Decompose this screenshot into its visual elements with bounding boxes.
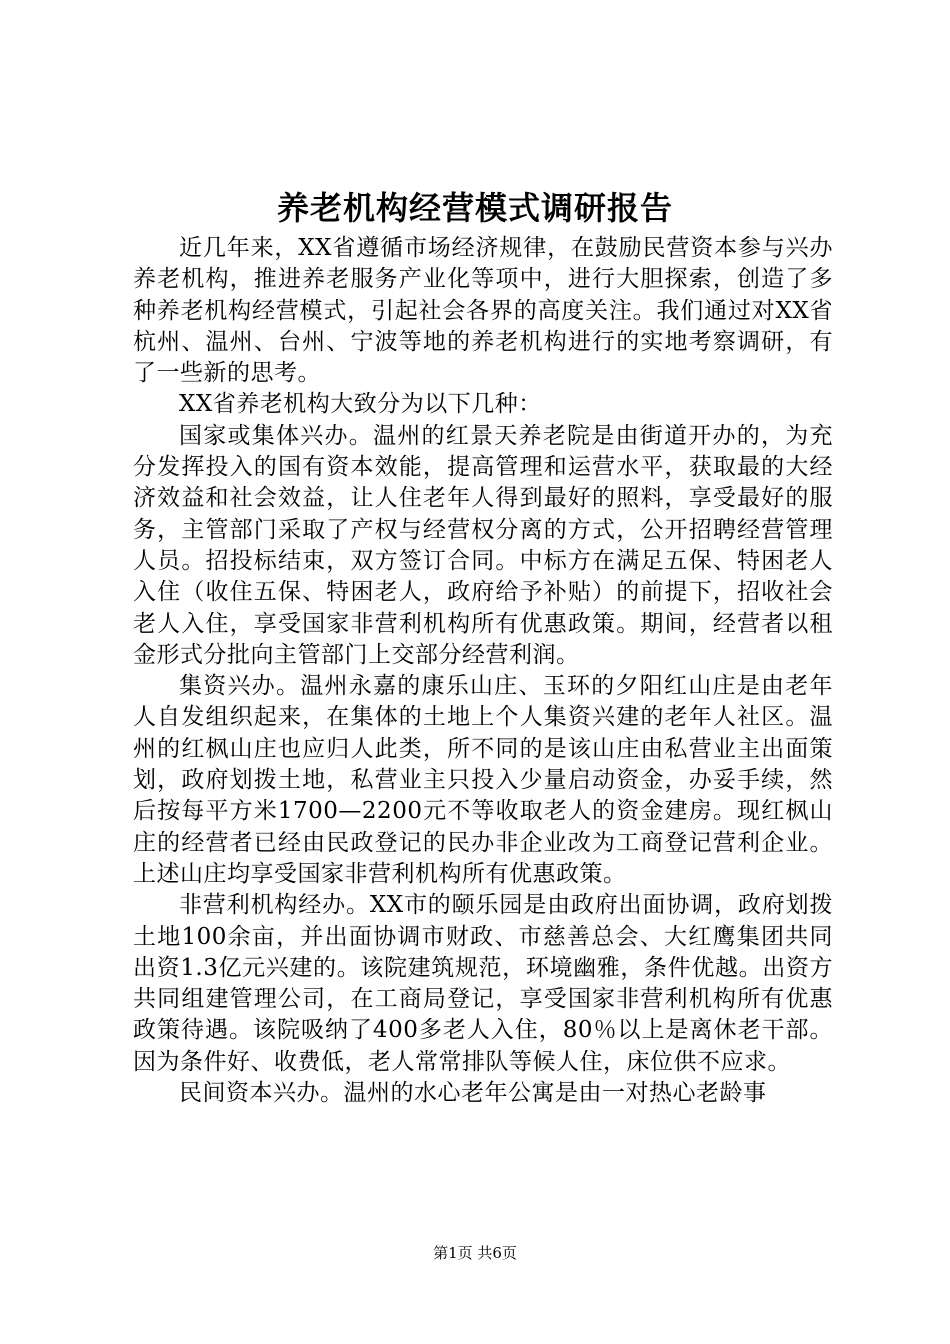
- paragraph-private-capital: 民间资本兴办。温州的水心老年公寓是由一对热心老龄事: [179, 1080, 767, 1107]
- document-title: 养老机构经营模式调研报告: [276, 189, 673, 227]
- paragraph-fundraised: 集资兴办。温州永嘉的康乐山庄、玉环的夕阳红山庄是由老年人自发组织起来，在集体的土地上个人集资兴建的老年人社区。温州的红枫山庄也应归人此类，所不同的是该山庄由私营业主出面策划，政府划拨土地，私营业主只投入少量启动资金，办妥手续，然后按每平方米1700—2200元不等收取老人的资金建房。现红枫山庄的经营者已经由民政登记的民办非企业改为工商登记营利企业。上述山庄均享受国家非营利机构所有优惠政策。: [133, 673, 833, 887]
- paragraph-state-run: 国家或集体兴办。温州的红景天养老院是由街道开办的，为充分发挥投入的国有资本效能，提高管理和运营水平，获取最的大经济效益和社会效益，让人住老年人得到最好的照料，享受最好的服务，主管部门采取了产权与经营权分离的方式，公开招聘经营管理人员。招投标结束，双方签订合同。中标方在满足五保、特困老人入住（收住五保、特困老人，政府给予补贴）的前提下，招收社会老人入住，享受国家非营利机构所有优惠政策。期间，经营者以租金形式分批向主管部门上交部分经营利润。: [133, 422, 833, 668]
- paragraph-intro: 近几年来，XX省遵循市场经济规律，在鼓励民营资本参与兴办养老机构，推进养老服务产业化等项中，进行大胆探索，创造了多种养老机构经营模式，引起社会各界的高度关注。我们通过对XX省杭州、温州、台州、宁波等地的养老机构进行的实地考察调研，有了一些新的思考。: [133, 235, 833, 387]
- paragraph-categories: XX省养老机构大致分为以下几种：: [179, 391, 542, 418]
- paragraph-nonprofit: 非营利机构经办。XX市的颐乐园是由政府出面协调，政府划拨土地100余亩，并出面协调市财政、市慈善总会、大红鹰集团共同出资1.3亿元兴建的。该院建筑规范，环境幽雅，条件优越。出资方共同组建管理公司，在工商局登记，享受国家非营利机构所有优惠政策待遇。该院吸纳了400多老人入住，80％以上是离休老干部。因为条件好、收费低，老人常常排队等候人住，床位供不应求。: [133, 892, 833, 1075]
- document-body: [133, 233, 833, 1109]
- page-footer: 第1页 共6页: [433, 1244, 517, 1262]
